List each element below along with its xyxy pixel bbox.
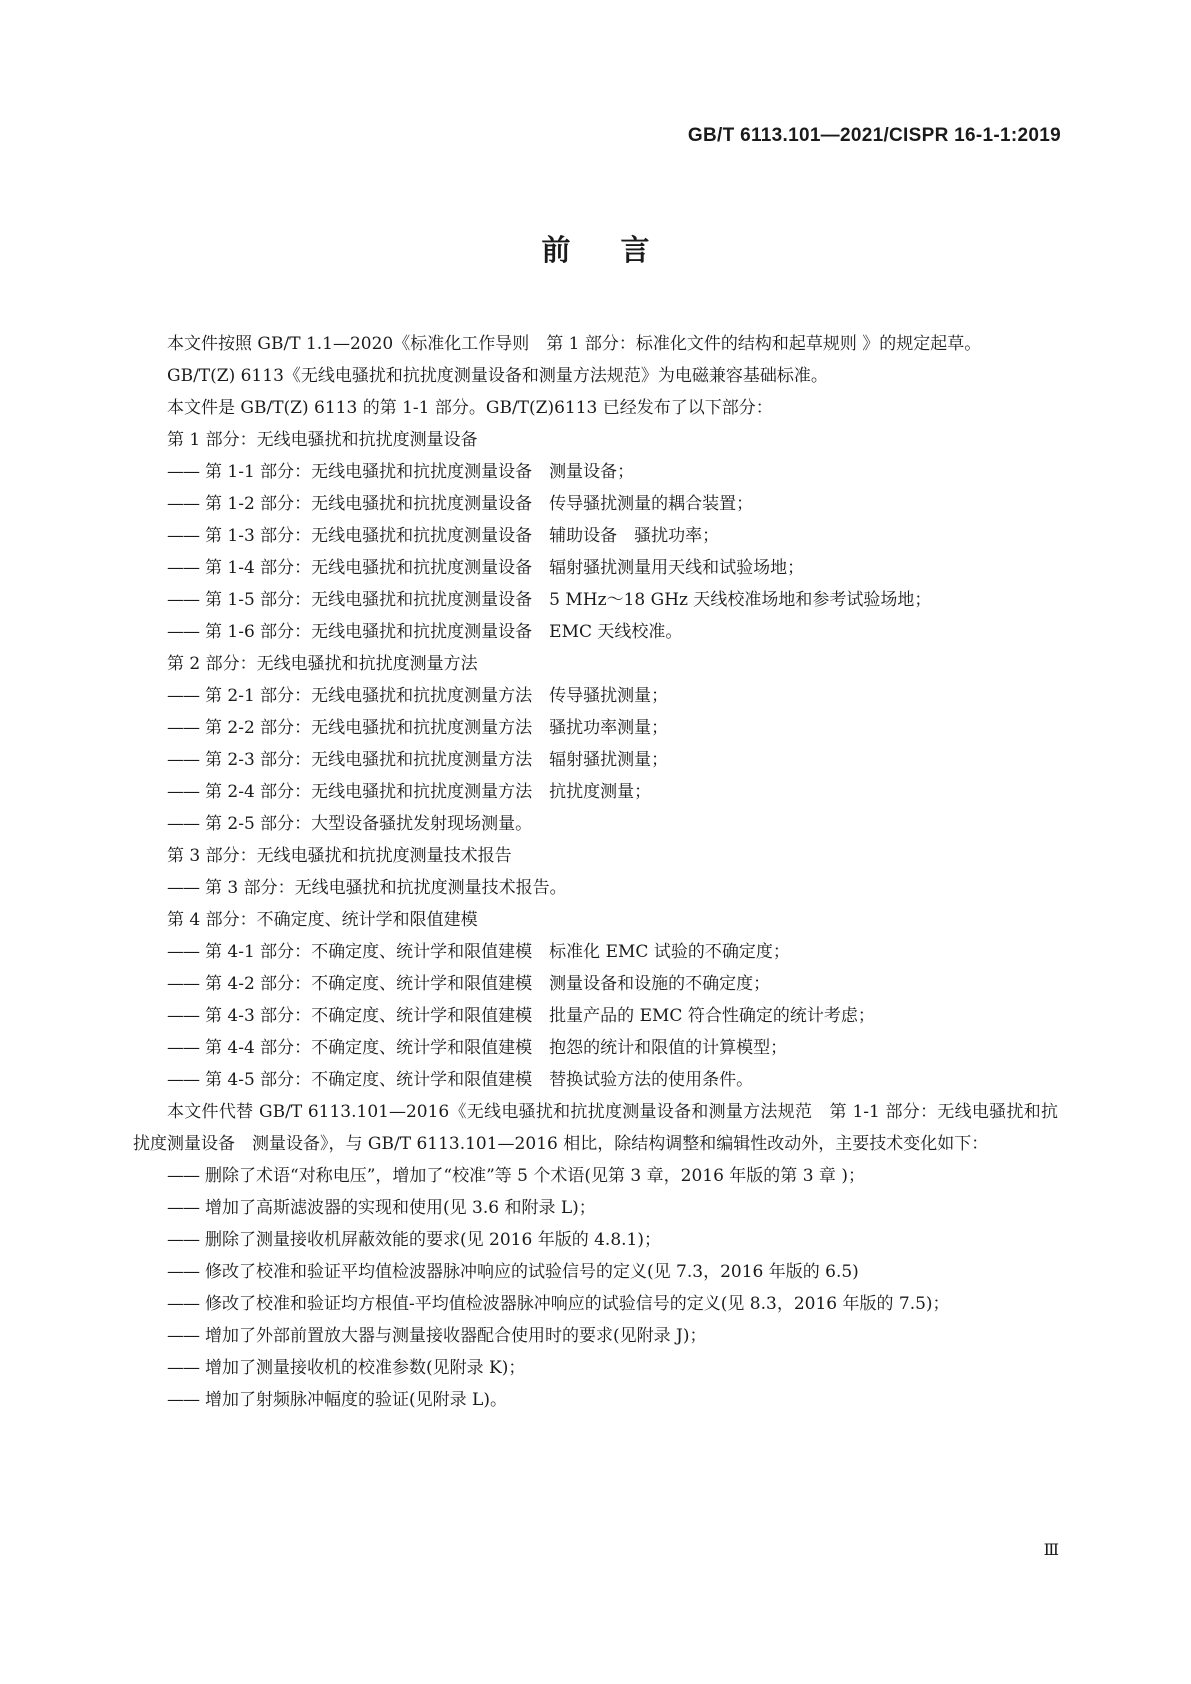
- dash-marker: ——: [167, 718, 199, 738]
- change-item-text: 增加了射频脉冲幅度的验证(见附录 L)。: [205, 1390, 507, 1410]
- list-item: [133, 520, 1058, 552]
- dash-marker: ——: [167, 782, 199, 802]
- list-item: [133, 552, 1058, 584]
- list-item: [133, 456, 1058, 488]
- list-item: [133, 808, 1058, 840]
- change-item-text: 修改了校准和验证均方根值-平均值检波器脉冲响应的试验信号的定义(见 8.3，2016 年版的 7.5)；: [205, 1294, 950, 1314]
- change-item: [133, 1288, 1058, 1320]
- list-item-text: 第 1-2 部分：无线电骚扰和抗扰度测量设备 传导骚扰测量的耦合装置；: [205, 494, 754, 514]
- list-item-text: 第 3 部分：无线电骚扰和抗扰度测量技术报告。: [205, 878, 567, 898]
- list-item: [133, 776, 1058, 808]
- page-title: 前言: [541, 233, 700, 267]
- dash-marker: ——: [167, 1390, 199, 1410]
- dash-marker: ——: [167, 1198, 199, 1218]
- list-item-text: 第 4-3 部分：不确定度、统计学和限值建模 批量产品的 EMC 符合性确定的统计考虑；: [205, 1006, 875, 1026]
- part-heading: 第 2 部分：无线电骚扰和抗扰度测量方法: [167, 654, 478, 674]
- dash-marker: ——: [167, 878, 199, 898]
- list-item-text: 第 4-4 部分：不确定度、统计学和限值建模 抱怨的统计和限值的计算模型；: [205, 1038, 788, 1058]
- list-item-text: 第 4-1 部分：不确定度、统计学和限值建模 标准化 EMC 试验的不确定度；: [205, 942, 790, 962]
- change-item: [133, 1192, 1058, 1224]
- dash-marker: ——: [167, 1294, 199, 1314]
- part-heading: 第 3 部分：无线电骚扰和抗扰度测量技术报告: [167, 846, 512, 866]
- dash-marker: ——: [167, 1358, 199, 1378]
- list-item-text: 第 2-1 部分：无线电骚扰和抗扰度测量方法 传导骚扰测量；: [205, 686, 669, 706]
- change-item-text: 增加了测量接收机的校准参数(见附录 K)；: [205, 1358, 526, 1378]
- dash-marker: ——: [167, 942, 199, 962]
- page-number: Ⅲ: [1043, 1540, 1059, 1559]
- part-heading: 第 4 部分：不确定度、统计学和限值建模: [167, 910, 478, 930]
- list-item: [133, 744, 1058, 776]
- change-item-text: 增加了高斯滤波器的实现和使用(见 3.6 和附录 L)；: [205, 1198, 596, 1218]
- list-item-text: 第 1-5 部分：无线电骚扰和抗扰度测量设备 5 MHz～18 GHz 天线校准场地和参考试验场地；: [205, 590, 932, 610]
- list-item: [133, 1032, 1058, 1064]
- list-item: [133, 872, 1058, 904]
- list-item: [133, 936, 1058, 968]
- change-item-text: 修改了校准和验证平均值检波器脉冲响应的试验信号的定义(见 7.3，2016 年版的 6.5): [205, 1262, 859, 1282]
- dash-marker: ——: [167, 1070, 199, 1090]
- intro-paragraph-3: 本文件是 GB/T(Z) 6113 的第 1-1 部分。GB/T(Z)6113 已经发布了以下部分：: [167, 398, 773, 418]
- list-item: [133, 1000, 1058, 1032]
- list-item: [133, 968, 1058, 1000]
- list-item: [133, 488, 1058, 520]
- standard-code: GB/T 6113.101—2021/CISPR 16-1-1:2019: [687, 125, 1061, 146]
- dash-marker: ——: [167, 494, 199, 514]
- dash-marker: ——: [167, 1262, 199, 1282]
- list-item-text: 第 1-4 部分：无线电骚扰和抗扰度测量设备 辐射骚扰测量用天线和试验场地；: [205, 558, 805, 578]
- list-item-text: 第 2-2 部分：无线电骚扰和抗扰度测量方法 骚扰功率测量；: [205, 718, 669, 738]
- change-item: [133, 1224, 1058, 1256]
- dash-marker: ——: [167, 814, 199, 834]
- list-item: [133, 1064, 1058, 1096]
- change-item-text: 增加了外部前置放大器与测量接收器配合使用时的要求(见附录 J)；: [205, 1326, 707, 1346]
- list-item-text: 第 4-2 部分：不确定度、统计学和限值建模 测量设备和设施的不确定度；: [205, 974, 771, 994]
- list-item-text: 第 2-5 部分：大型设备骚扰发射现场测量。: [205, 814, 533, 834]
- change-item: [133, 1352, 1058, 1384]
- dash-marker: ——: [167, 1166, 199, 1186]
- list-item-text: 第 4-5 部分：不确定度、统计学和限值建模 替换试验方法的使用条件。: [205, 1070, 754, 1090]
- change-item: [133, 1256, 1058, 1288]
- dash-marker: ——: [167, 526, 199, 546]
- dash-marker: ——: [167, 1326, 199, 1346]
- change-item: [133, 1320, 1058, 1352]
- replacement-paragraph: 本文件代替 GB/T 6113.101—2016《无线电骚扰和抗扰度测量设备和测量方法规范 第 1-1 部分：无线电骚扰和抗扰度测量设备 测量设备》，与 GB/T 6113.101—2016 相比，除结构调整和编辑性改动外，主要技术变化如下：: [133, 1102, 1058, 1154]
- list-item: [133, 680, 1058, 712]
- list-item-text: 第 2-3 部分：无线电骚扰和抗扰度测量方法 辐射骚扰测量；: [205, 750, 669, 770]
- dash-marker: ——: [167, 622, 199, 642]
- list-item: [133, 712, 1058, 744]
- dash-marker: ——: [167, 686, 199, 706]
- dash-marker: ——: [167, 1006, 199, 1026]
- intro-paragraph-2: GB/T(Z) 6113《无线电骚扰和抗扰度测量设备和测量方法规范》为电磁兼容基础标准。: [167, 366, 828, 386]
- dash-marker: ——: [167, 1038, 199, 1058]
- dash-marker: ——: [167, 974, 199, 994]
- change-item: [133, 1384, 1058, 1416]
- change-item-text: 删除了术语“对称电压”，增加了“校准”等 5 个术语(见第 3 章，2016 年版的第 3 章 )；: [205, 1166, 865, 1186]
- change-item: [133, 1160, 1058, 1192]
- intro-paragraph-1: 本文件按照 GB/T 1.1—2020《标准化工作导则 第 1 部分：标准化文件的结构和起草规则 》的规定起草。: [167, 334, 982, 354]
- dash-marker: ——: [167, 558, 199, 578]
- dash-marker: ——: [167, 1230, 199, 1250]
- list-item-text: 第 1-3 部分：无线电骚扰和抗扰度测量设备 辅助设备 骚扰功率；: [205, 526, 720, 546]
- dash-marker: ——: [167, 462, 199, 482]
- list-item-text: 第 1-1 部分：无线电骚扰和抗扰度测量设备 测量设备；: [205, 462, 635, 482]
- list-item-text: 第 1-6 部分：无线电骚扰和抗扰度测量设备 EMC 天线校准。: [205, 622, 683, 642]
- dash-marker: ——: [167, 750, 199, 770]
- list-item-text: 第 2-4 部分：无线电骚扰和抗扰度测量方法 抗扰度测量；: [205, 782, 652, 802]
- change-item-text: 删除了测量接收机屏蔽效能的要求(见 2016 年版的 4.8.1)；: [205, 1230, 661, 1250]
- document-body: [133, 328, 1058, 1416]
- list-item: [133, 616, 1058, 648]
- dash-marker: ——: [167, 590, 199, 610]
- part-heading: 第 1 部分：无线电骚扰和抗扰度测量设备: [167, 430, 478, 450]
- list-item: [133, 584, 1058, 616]
